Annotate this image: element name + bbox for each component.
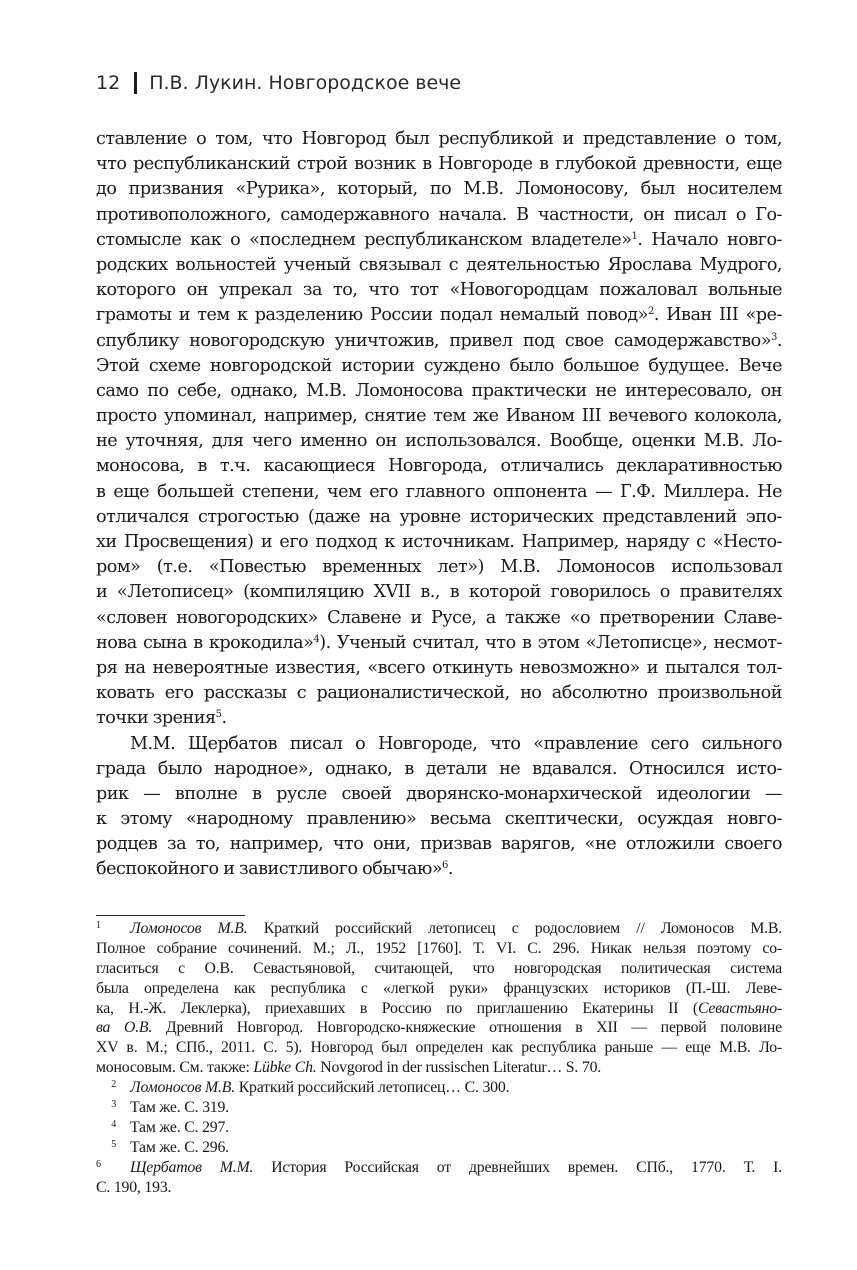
text-line: града было народное», однако, в детали не вдавался. Относился исто- [96, 758, 782, 779]
footnote-line: гласиться с О.В. Севастьяновой, считающей, что новгородская политическая система [96, 959, 782, 977]
text-line: стомысле как о «последнем республиканском владетеле»$^1$. Начало новго- [96, 229, 782, 250]
text-line: в еще большей степени, чем его главного оппонента — Г.Ф. Миллера. Не [96, 481, 782, 502]
footnote-line: ва О.В. Древний Новгород. Новгородско-княжеские отношения в XII — первой половине [96, 1019, 782, 1037]
text-line: просто упоминал, например, снятие тем же Иваном III вечевого колокола, [96, 406, 782, 427]
text-line: которого он упрекал за то, что тот «Новогородцам пожаловал вольные [96, 280, 782, 301]
text-line: М.М. Щербатов писал о Новгороде, что «правление сего сильного [130, 733, 782, 754]
footnote-ref[interactable]: 6 [442, 860, 448, 872]
footnote-ref[interactable]: 2 [647, 306, 654, 318]
main-text [96, 127, 782, 883]
text-line: ром» (т.е. «Повестью временных лет») М.В. Ломоносов использовал [96, 557, 782, 578]
text-line: ря на невероятные известия, «всего откинуть невозможно» и пытался тол- [96, 657, 782, 678]
footnote-line: моносовым. См. также: Lübke Ch. Novgorod in der russischen Literatur… S. 70. [96, 1059, 602, 1077]
footnote-line: С. 190, 193. [96, 1178, 172, 1196]
footnote-line: 3 Там же. С. 319. [111, 1099, 229, 1117]
footnote-line: 1 Ломоносов М.В. Краткий российский летописец с родословием // Ломоносов М.В. [96, 920, 782, 937]
text-line: до призвания «Рурика», который, по М.В. Ломоносову, был носителем [96, 179, 782, 200]
footnote-divider [96, 915, 245, 916]
text-line: отличался строгостью (даже на уровне исторических представлений эпо- [96, 506, 782, 527]
footnote-line: была определена как республика с «легкой руки» французских историков (П.-Ш. Леве- [96, 979, 782, 997]
footnote-line: Полное собрание сочинений. М.; Л., 1952 [1760]. Т. VI. С. 296. Никак нельзя поэтому со- [96, 939, 782, 957]
text-line: само по себе, однако, М.В. Ломоносова практически не интересовало, он [96, 380, 782, 401]
text-line: рик — вполне в русле своей дворянско-монархической идеологии — [96, 783, 782, 804]
text-line: противоположного, самодержавного начала. В частности, он писал о Го- [96, 204, 782, 225]
text-line: беспокойного и завистливого обычаю»$^6$. [96, 859, 453, 880]
text-line: ставление о том, что Новгород был республикой и представление о том, [96, 129, 782, 149]
text-line: родцев за то, например, что они, призвав варягов, «не отложили своего [96, 834, 782, 855]
footnote-ref[interactable]: 3 [771, 331, 777, 343]
text-line: грамоты и тем к разделению России подал немалый повод»$^2$. Иван III «ре- [96, 305, 782, 326]
text-line: что республиканский строй возник в Новгороде в глубокой древности, еще [96, 154, 782, 175]
footnote-ref[interactable]: 4 [313, 633, 320, 645]
running-title: П.В. Лукин. Новгородское вече [149, 72, 462, 94]
text-line: не уточняя, для чего именно он использовался. Вообще, оценки М.В. Ло- [96, 431, 782, 452]
running-header [96, 72, 461, 94]
footnote-ref[interactable]: 5 [215, 709, 222, 721]
text-line: ковать его рассказы с рационалистической, но абсолютно произвольной [96, 683, 782, 704]
text-line: спублику новогородскую уничтожив, привел под свое самодержавство»$^3$. [96, 330, 782, 351]
footnote-line: 5 Там же. С. 296. [111, 1138, 229, 1156]
text-line: к этому «народному правлению» весьма скептически, осуждая новго- [96, 809, 782, 830]
text-line: точки зрения$^5$. [96, 708, 227, 729]
footnote-line: 6 Щербатов М.М. История Российская от древнейших времен. СПб., 1770. Т. I. [96, 1158, 782, 1176]
text-line: и «Летописец» (компиляцию XVII в., в которой говорилось о правителях [96, 582, 782, 603]
header-separator [134, 72, 137, 94]
footnotes [96, 919, 782, 1197]
text-line: «словен новогородских» Славене и Русе, а также «о претворении Славе- [96, 607, 782, 628]
text-line: моносова, в т.ч. касающиеся Новгорода, отличались декларативностью [96, 456, 782, 477]
text-line: хи Просвещения) и его подход к источникам. Например, наряду с «Несто- [96, 532, 782, 552]
page-number: 12 [96, 72, 121, 94]
footnote-ref[interactable]: 1 [631, 230, 638, 242]
text-line: Этой схеме новгородской истории суждено было большое будущее. Вече [96, 355, 782, 376]
text-line: родских вольностей ученый связывал с деятельностью Ярослава Мудрого, [96, 254, 782, 275]
footnote-line: XV в. М.; СПб., 2011. С. 5). Новгород был определен как республика раньше — еще М.В. Ло- [96, 1039, 782, 1057]
footnote-line: 2 Ломоносов М.В. Краткий российский летописец… С. 300. [111, 1079, 510, 1097]
footnote-line: 4 Там же. С. 297. [111, 1118, 229, 1136]
text-line: нова сына в крокодила»$^4$). Ученый считал, что в этом «Летописце», несмот- [96, 632, 782, 653]
footnote-line: ка, Н.-Ж. Леклерка), приехавших в Россию по приглашению Екатерины II (Севастьяно- [96, 999, 782, 1017]
